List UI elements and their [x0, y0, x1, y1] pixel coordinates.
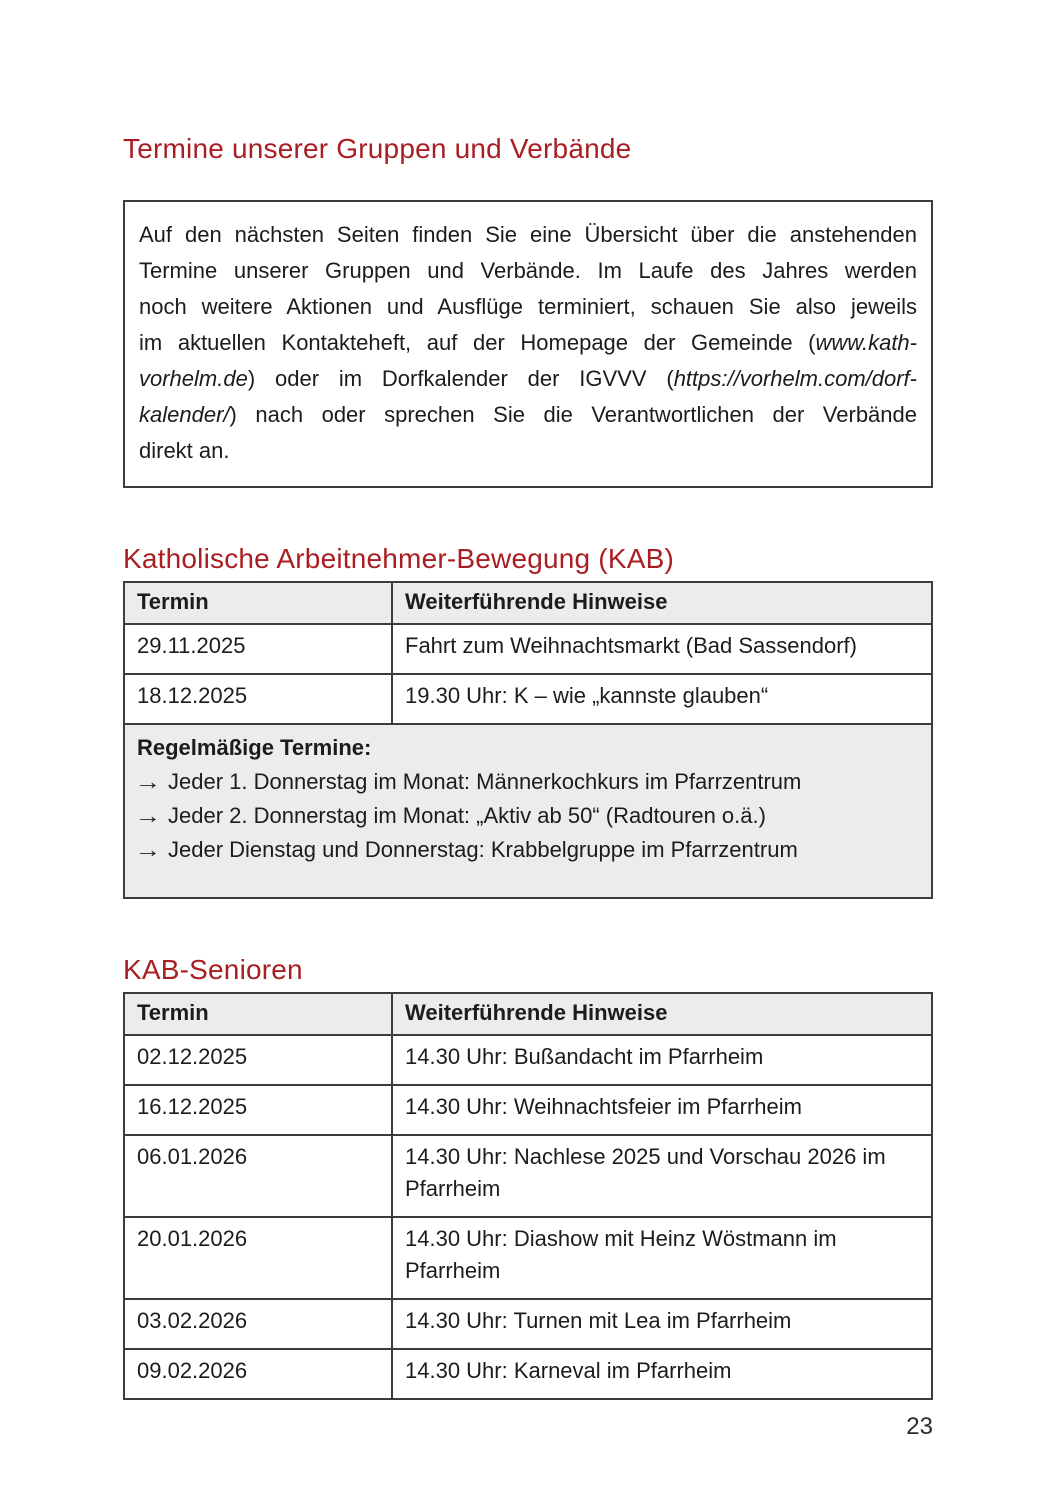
intro-text: direkt an. — [139, 438, 230, 463]
hinweis-cell: 14.30 Uhr: Weihnachtsfeier im Pfarrheim — [392, 1085, 932, 1135]
regular-date-item — [134, 765, 919, 799]
termin-cell: 02.12.2025 — [124, 1035, 392, 1085]
hinweis-cell: 14.30 Uhr: Turnen mit Lea im Pfarrheim — [392, 1299, 932, 1349]
hinweis-cell: 14.30 Uhr: Karneval im Pfarrheim — [392, 1349, 932, 1399]
intro-text: ) nach oder sprechen Sie die Verantwortlichen der Verbände — [229, 402, 917, 427]
table-row — [124, 1135, 932, 1217]
table-row — [124, 674, 932, 724]
column-header-termin: Termin — [124, 993, 392, 1035]
intro-text: Auf den nächsten Seiten finden Sie eine Übersicht über die anstehenden — [139, 222, 917, 247]
url-text: kalender/ — [139, 402, 230, 427]
kab-schedule-table — [123, 581, 933, 899]
hinweis-cell: 19.30 Uhr: K – wie „kannste glauben“ — [392, 674, 932, 724]
column-header-termin: Termin — [124, 582, 392, 624]
intro-line — [139, 217, 917, 253]
intro-line — [139, 253, 917, 289]
url-text: vorhelm.de — [139, 366, 248, 391]
table-header-row — [124, 993, 932, 1035]
table-row — [124, 1085, 932, 1135]
hinweis-cell: Fahrt zum Weihnachtsmarkt (Bad Sassendorf) — [392, 624, 932, 674]
intro-line — [139, 361, 917, 397]
arrow-icon: → — [134, 769, 162, 794]
termin-cell: 20.01.2026 — [124, 1217, 392, 1299]
termin-cell: 16.12.2025 — [124, 1085, 392, 1135]
intro-box — [123, 200, 933, 488]
regular-dates-row — [124, 724, 932, 898]
table-row — [124, 1349, 932, 1399]
regular-date-text: Jeder 2. Donnerstag im Monat: „Aktiv ab 50“ (Radtouren o.ä.) — [168, 803, 766, 828]
table-row — [124, 1035, 932, 1085]
regular-dates-title: Regelmäßige Termine: — [137, 735, 372, 760]
arrow-icon: → — [134, 803, 162, 828]
url-text: www.kath- — [815, 330, 917, 355]
termin-cell: 18.12.2025 — [124, 674, 392, 724]
intro-line — [139, 289, 917, 325]
page-title: Termine unserer Gruppen und Verbände — [123, 133, 632, 164]
termin-cell: 06.01.2026 — [124, 1135, 392, 1217]
table-row — [124, 1217, 932, 1299]
intro-text: ) oder im Dorfkalender der IGVVV ( — [247, 366, 674, 391]
termin-cell: 29.11.2025 — [124, 624, 392, 674]
table-row — [124, 1299, 932, 1349]
section-heading-kab-senioren: KAB-Senioren — [123, 954, 303, 985]
intro-text: noch weitere Aktionen und Ausflüge terminiert, schauen Sie also jeweils — [139, 294, 917, 319]
intro-line — [139, 325, 917, 361]
regular-dates-cell — [124, 724, 932, 898]
hinweis-cell: 14.30 Uhr: Diashow mit Heinz Wöstmann im Pfarrheim — [392, 1217, 932, 1299]
regular-date-text: Jeder 1. Donnerstag im Monat: Männerkochkurs im Pfarrzentrum — [168, 769, 802, 794]
hinweis-cell: 14.30 Uhr: Bußandacht im Pfarrheim — [392, 1035, 932, 1085]
section-heading-kab: Katholische Arbeitnehmer-Bewegung (KAB) — [123, 543, 674, 574]
arrow-icon: → — [134, 837, 162, 862]
table-row — [124, 624, 932, 674]
hinweis-cell: 14.30 Uhr: Nachlese 2025 und Vorschau 2026 im Pfarrheim — [392, 1135, 932, 1217]
column-header-hinweise: Weiterführende Hinweise — [392, 993, 932, 1035]
intro-text: im aktuellen Kontakteheft, auf der Homepage der Gemeinde ( — [139, 330, 816, 355]
page-number: 23 — [906, 1413, 933, 1440]
section-kab — [123, 543, 933, 899]
table-header-row — [124, 582, 932, 624]
regular-date-text: Jeder Dienstag und Donnerstag: Krabbelgruppe im Pfarrzentrum — [168, 837, 798, 862]
kab-senioren-schedule-table — [123, 992, 933, 1400]
section-kab-senioren — [123, 954, 933, 1400]
intro-line — [139, 397, 917, 433]
intro-line — [139, 433, 917, 469]
termin-cell: 09.02.2026 — [124, 1349, 392, 1399]
url-text: https://vorhelm.com/dorf- — [673, 366, 917, 391]
regular-date-item — [134, 799, 919, 833]
page-content — [123, 0, 933, 1441]
column-header-hinweise: Weiterführende Hinweise — [392, 582, 932, 624]
termin-cell: 03.02.2026 — [124, 1299, 392, 1349]
regular-date-item — [134, 833, 919, 867]
intro-text: Termine unserer Gruppen und Verbände. Im Laufe des Jahres werden — [139, 258, 917, 283]
